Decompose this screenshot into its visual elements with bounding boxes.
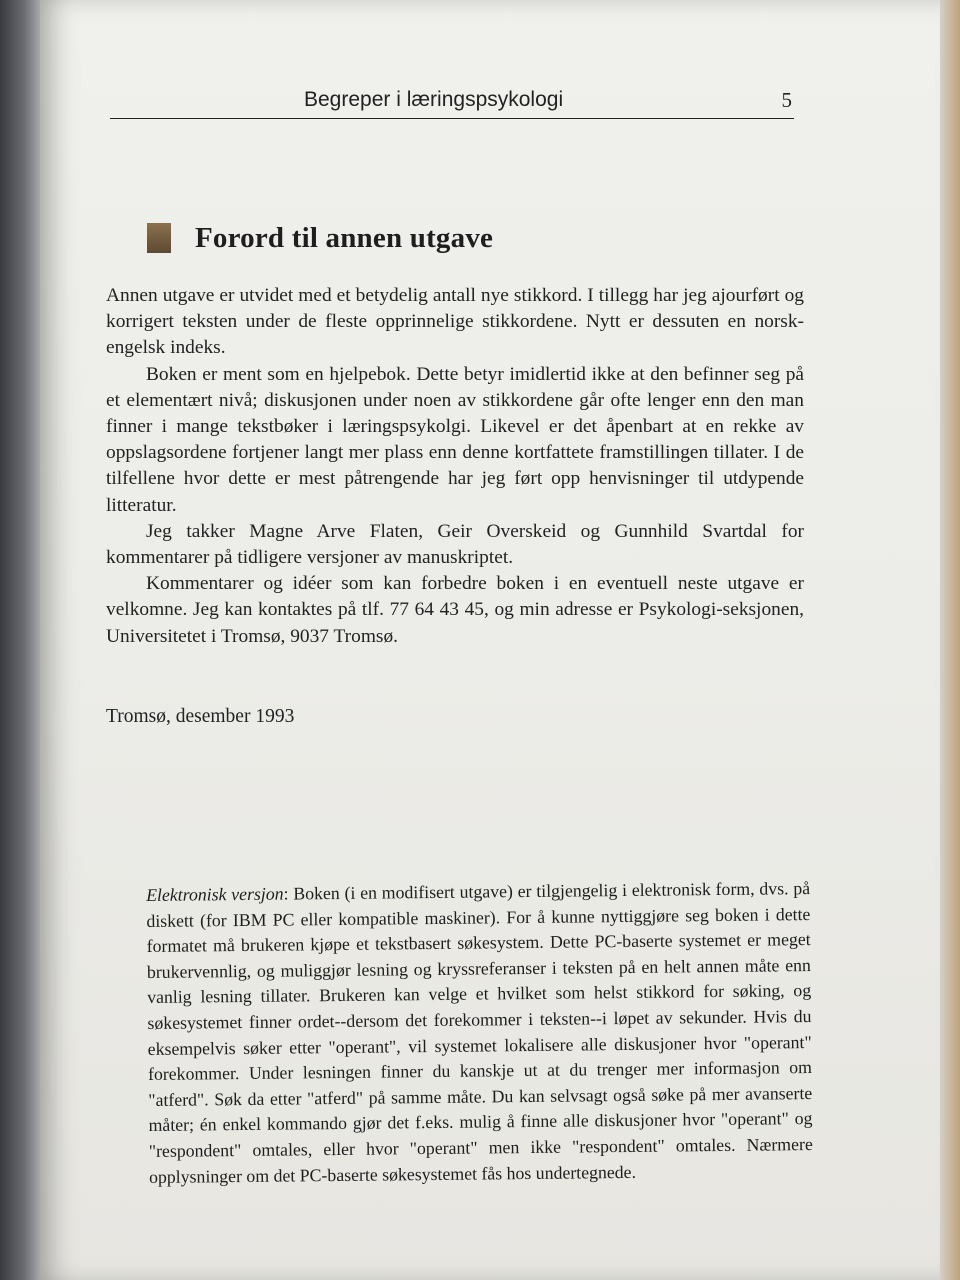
running-title: Begreper i læringspsykologi [304, 88, 564, 111]
heading-title: Forord til annen utgave [195, 221, 494, 254]
paragraph-4: Kommentarer og idéer som kan forbedre boken i en eventuell neste utgave er velkomne. Jeg kan kontaktes på tlf. 77 64 43 45, og min adresse er Psykologi-seksjonen, Universitetet i Tromsø, 9037 Tromsø. [106, 573, 804, 647]
running-header [110, 88, 794, 119]
electronic-version-note [146, 876, 813, 1190]
heading-square-icon [147, 223, 171, 253]
note-text: : Boken (i en modifisert utgave) er tilgjengelig i elektronisk form, dvs. på diskett (for IBM PC eller kompatible maskiner). For å kunne nyttiggjøre seg boken i dette formatet må brukeren kjøpe et tekstbasert søkesystem. Dette PC-baserte systemet er meget brukervennlig, og muliggjør lesning og kryssreferanser i teksten på en helt annen måte enn vanlig lesning tillater. Brukeren kan velge et hvilket som helst stikkord for søking, og søkesystemet finner ordet--dersom det forekommer i teksten--i løpet av sekunder. Hvis du eksempelvis søker etter "operant", vil systemet lokalisere alle diskusjoner hvor "operant" forekommer. Under lesningen finner du kanskje ut at du trenger mer informasjon om "atferd". Søk da etter "atferd" på samme måte. Du kan selvsagt også søke på mer avanserte måter; én enkel kommando gjør det f.eks. mulig å finne alle diskusjoner hvor "operant" og "respondent" omtales, eller hvor "operant" men ikke "respondent" omtales. Nærmere opplysninger om det PC-baserte søkesystemet fås hos undertegnede. [146, 878, 813, 1187]
signoff-place-date: Tromsø, desember 1993 [106, 706, 295, 727]
paragraph-1: Annen utgave er utvidet med et betydelig antall nye stikkord. I tillegg har jeg ajourført og korrigert teksten under de fleste opprinnelige stikkordene. Nytt er dessuten en norsk-engelsk indeks. [106, 285, 804, 359]
section-heading [147, 218, 493, 258]
paragraph-3: Jeg takker Magne Arve Flaten, Geir Overskeid og Gunnhild Svartdal for kommentarer på tidligere versjoner av manuskriptet. [106, 520, 804, 569]
page-number: 5 [781, 88, 792, 112]
note-label: Elektronisk versjon [146, 883, 284, 905]
preface-body [106, 283, 804, 650]
paragraph-2: Boken er ment som en hjelpebok. Dette betyr imidlertid ikke at den befinner seg på et elementært nivå; diskusjonen under noen av stikkordene går ofte lenger enn den man finner i mange tekstbøker i læringspsykolgi. Likevel er det åpenbart at en rekke av oppslagsordene fortjener langt mer plass enn denne kortfattete framstillingen tillater. I de tilfellene hvor dette er mest påtrengende har jeg ført opp henvisninger til utdypende litteratur. [106, 363, 804, 516]
page-edge [938, 0, 960, 1280]
